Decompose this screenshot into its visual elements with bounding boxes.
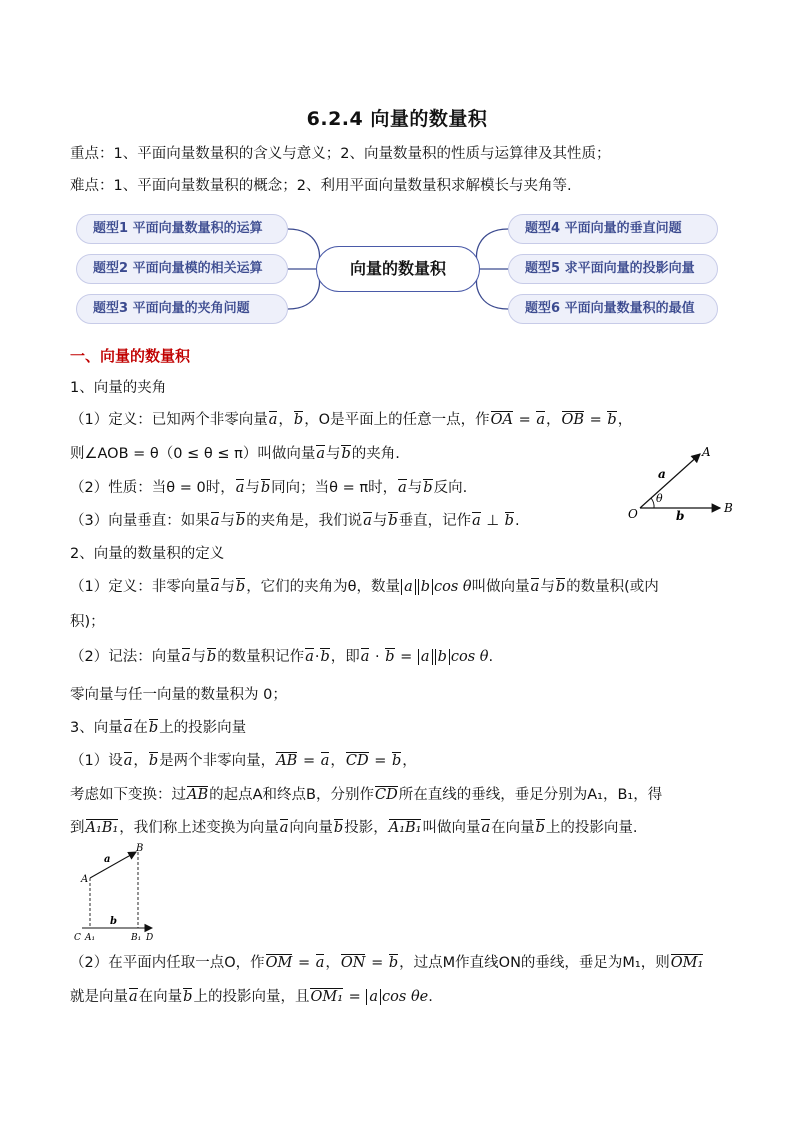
- difficulties: 难点：1、平面向量数量积的概念；2、利用平面向量数量积求解模长与夹角等.: [70, 178, 572, 194]
- transform-description-cont: 到A₁B₁，我们称上述变换为向量a向向量b投影，A₁B₁叫做向量a在向量b上的投影向量.: [70, 820, 638, 836]
- connector-left-1: [288, 229, 320, 263]
- mindmap-topic-4[interactable]: 题型4 平面向量的垂直问题: [508, 214, 718, 244]
- dot-product-notation: （2）记法：向量a与b的数量积记作a·b，即a · b = a b cos θ.: [70, 649, 494, 665]
- definition-angle: （1）定义：已知两个非零向量a，b，O是平面上的任意一点，作OA = a，OB = b，: [70, 412, 633, 428]
- connector-right-3: [476, 275, 508, 309]
- definition-angle-cont: 则∠AOB = θ（0 ≤ θ ≤ π）叫做向量a与b的夹角.: [70, 446, 400, 462]
- label-b: b: [110, 916, 117, 927]
- perpendicular-definition: （3）向量垂直：如果a与b的夹角是，我们说a与b垂直，记作a ⊥ b.: [70, 513, 520, 529]
- label-O: O: [628, 507, 638, 521]
- label-a: a: [658, 467, 666, 481]
- mindmap-topic-1[interactable]: 题型1 平面向量数量积的运算: [76, 214, 288, 244]
- label-B: B: [724, 501, 733, 515]
- angle-arc: [651, 498, 654, 508]
- property-angle: （2）性质：当θ = 0时，a与b同向；当θ = π时，a与b反向.: [70, 480, 468, 496]
- projection-method-2-cont: 就是向量a在向量b上的投影向量，且OM₁ = a cos θe.: [70, 989, 433, 1005]
- label-B: B: [136, 843, 144, 854]
- page-title: 6.2.4 向量的数量积: [306, 108, 488, 130]
- mindmap-topic-5[interactable]: 题型5 求平面向量的投影向量: [508, 254, 718, 284]
- projection-method-2: （2）在平面内任取一点O，作OM = a，ON = b，过点M作直线ON的垂线，垂足为M₁，则OM₁: [70, 955, 704, 971]
- subheading-dot-product: 2、向量的数量积的定义: [70, 546, 225, 562]
- mindmap-topic-6[interactable]: 题型6 平面向量数量积的最值: [508, 294, 718, 324]
- label-A: A: [81, 874, 89, 885]
- vector-AB-arrow: [90, 852, 136, 878]
- definition-dot-product-cont: 积)；: [70, 614, 105, 630]
- transform-description: 考虑如下变换：过AB的起点A和终点B，分别作CD所在直线的垂线，垂足分别为A₁，B₁，得: [70, 787, 663, 803]
- connector-left-3: [288, 275, 320, 309]
- mindmap-center: 向量的数量积: [316, 246, 480, 292]
- projection-figure: [70, 842, 170, 946]
- label-b: b: [676, 509, 685, 523]
- angle-figure: [620, 440, 740, 526]
- key-points: 重点：1、平面向量数量积的含义与意义；2、向量数量积的性质与运算律及其性质；: [70, 146, 611, 162]
- section-heading: 一、向量的数量积: [70, 347, 191, 365]
- label-A: A: [702, 445, 711, 459]
- label-theta: θ: [656, 492, 663, 505]
- mindmap-topic-2[interactable]: 题型2 平面向量模的相关运算: [76, 254, 288, 284]
- zero-vector-note: 零向量与任一向量的数量积为 0；: [70, 687, 287, 703]
- label-B1: B₁: [131, 933, 142, 943]
- label-A1: A₁: [85, 933, 96, 943]
- label-a: a: [104, 854, 111, 865]
- subheading-projection: 3、向量a在b上的投影向量: [70, 720, 247, 736]
- projection-setup: （1）设a，b是两个非零向量，AB = a，CD = b，: [70, 753, 417, 769]
- subheading-angle: 1、向量的夹角: [70, 380, 167, 396]
- label-C: C: [74, 933, 81, 943]
- vector-a-arrow: [640, 454, 700, 508]
- connector-right-1: [476, 229, 508, 263]
- definition-dot-product: （1）定义：非零向量a与b，它们的夹角为θ，数量 a b cos θ叫做向量a与b的数量积(或内: [70, 579, 659, 595]
- mindmap-topic-3[interactable]: 题型3 平面向量的夹角问题: [76, 294, 288, 324]
- label-D: D: [146, 933, 154, 943]
